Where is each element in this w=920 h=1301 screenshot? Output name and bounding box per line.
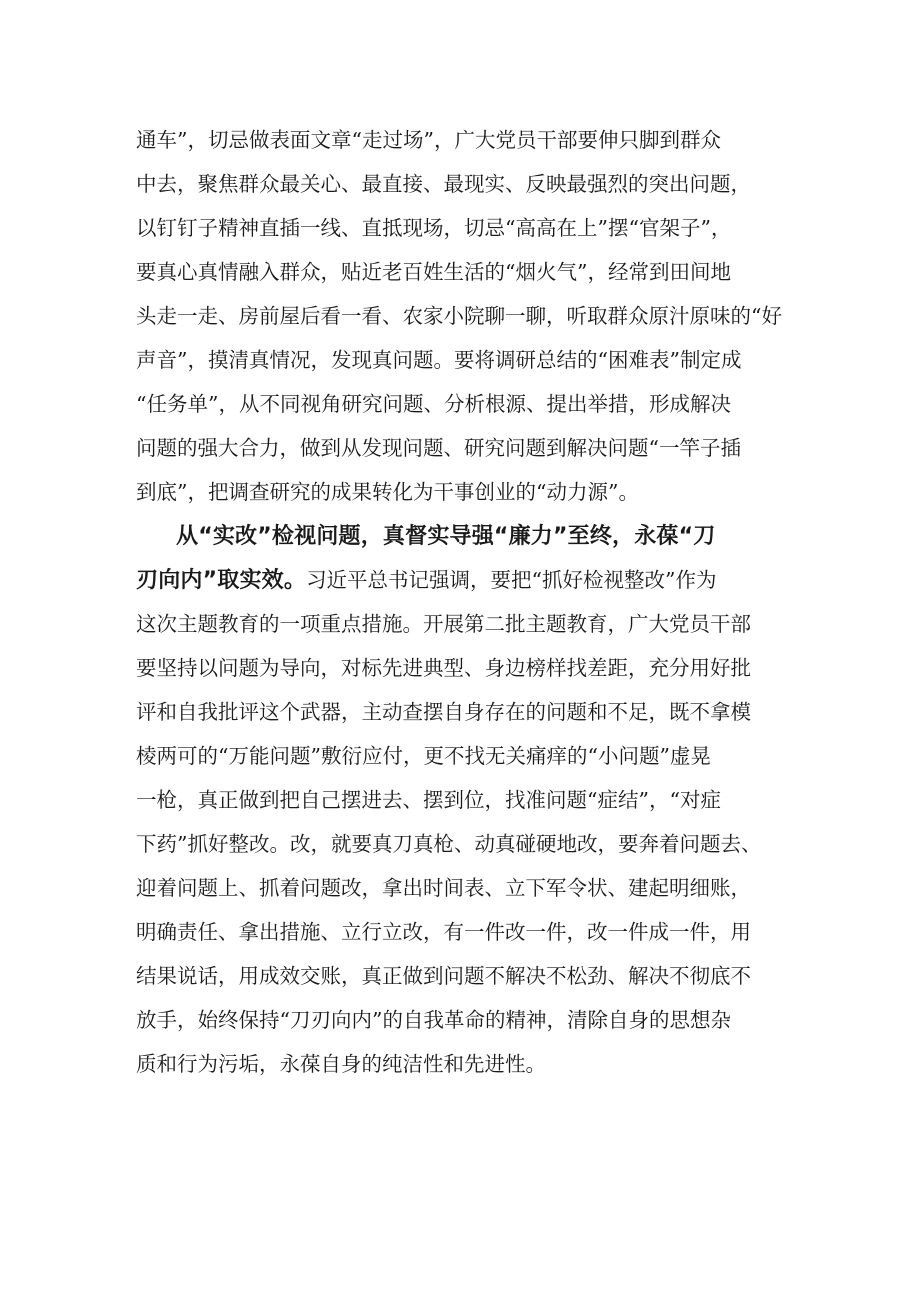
text-line: 评和自我批评这个武器，主动查摆自身存在的问题和不足，既不拿模 [136,700,751,724]
paragraph-heading-line [136,514,796,558]
text-line: 到底”，把调查研究的成果转化为干事创业的“动力源”。 [136,480,639,504]
text-line: 要坚持以问题为导向，对标先进典型、身边榜样找差距，充分用好批 [136,656,751,680]
text-line: 要真心真情融入群众，贴近老百姓生活的“烟火气”，经常到田间地 [136,260,731,284]
paragraph-1 [136,118,796,514]
paragraph-heading-end: 刃向内”取实效。 [136,568,307,593]
text-line: “任务单”，从不同视角研究问题、分析根源、提出举措，形成解决 [136,392,731,416]
text-line: 中去，聚焦群众最关心、最直接、最现实、反映最强烈的突出问题， [136,172,751,196]
text-line: 头走一走、房前屋后看一看、农家小院聊一聊，听取群众原汁原味的“好 [136,304,782,328]
text-run: 习近平总书记强调，要把“抓好检视整改”作为 [306,568,717,592]
text-line: 一枪，真正做到把自己摆进去、摆到位，找准问题“症结”，“对症 [136,788,721,812]
text-line: 明确责任、拿出措施、立行立改，有一件改一件，改一件成一件，用 [136,920,751,944]
text-line: 这次主题教育的一项重点措施。开展第二批主题教育，广大党员干部 [136,612,751,636]
text-line: 通车”，切忌做表面文章“走过场”，广大党员干部要伸只脚到群众 [136,128,721,152]
text-line [136,558,796,602]
text-line: 下药”抓好整改。改，就要真刀真枪、动真碰硬地改，要奔着问题去、 [136,832,762,856]
text-line: 放手，始终保持“刀刃向内”的自我革命的精神，清除自身的思想杂 [136,1008,731,1032]
text-line: 迎着问题上、抓着问题改，拿出时间表、立下军令状、建起明细账， [136,876,751,900]
paragraph-2 [136,514,796,1086]
paragraph-heading: 从“实改”检视问题，真督实导强“廉力”至终，永葆“刀 [176,524,716,549]
document-body [136,118,796,1086]
text-line: 质和行为污垢，永葆自身的纯洁性和先进性。 [136,1052,546,1076]
text-line: 以钉钉子精神直插一线、直抵现场，切忌“高高在上”摆“官架子”， [136,216,732,240]
text-line: 声音”，摸清真情况，发现真问题。要将调研总结的“困难表”制定成 [136,348,742,372]
text-line: 结果说话，用成效交账，真正做到问题不解决不松劲、解决不彻底不 [136,964,751,988]
text-line: 问题的强大合力，做到从发现问题、研究问题到解决问题“一竿子插 [136,436,741,460]
text-line: 棱两可的“万能问题”敷衍应付，更不找无关痛痒的“小问题”虚晃 [136,744,711,768]
